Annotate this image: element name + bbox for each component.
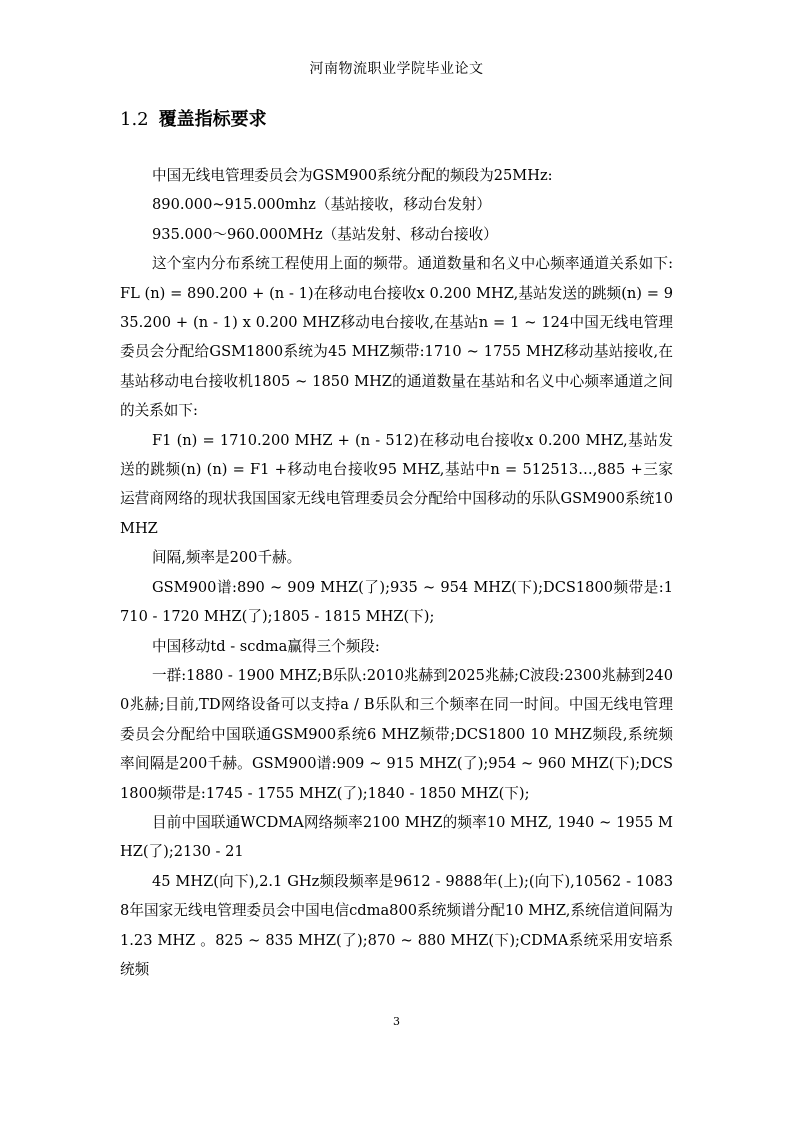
paragraph: 45 MHZ(向下),2.1 GHz频段频率是9612 - 9888年(上);(向下),10562 - 10838年国家无线电管理委员会中国电信cdma800系统频谱分配10 MHZ,系统信道间隔为1.23 MHZ 。825 ~ 835 MHZ(了);870 ~ 880 MHZ(下);CDMA系统采用安培系统频 <box>120 872 673 978</box>
section-title: 覆盖指标要求 <box>158 109 267 130</box>
paragraph: 间隔,频率是200千赫。 <box>152 549 302 567</box>
paragraph: 一群:1880 - 1900 MHZ;B乐队:2010兆赫到2025兆赫;C波段:2300兆赫到2400兆赫;目前,TD网络设备可以支持a / B乐队和三个频率在同一时间。中国无线电管理委员会分配给中国联通GSM900系统6 MHZ频带;DCS1800 10 MHZ频段,系统频率间隔是200千赫。GSM900谱:909 ~ 915 MHZ(了);954 ~ 960 MHZ(下);DCS1800频带是:1745 - 1755 MHZ(了);1840 - 1850 MHZ(下); <box>120 666 674 802</box>
paragraph: 这个室内分布系统工程使用上面的频带。通道数量和名义中心频率通道关系如下:FL (n) = 890.200 + (n - 1)在移动电台接收x 0.200 MHZ,基站发送的跳频(n) = 935.200 + (n - 1) x 0.200 MHZ移动电台接收,在基站n = 1 ~ 124中国无线电管理委员会分配给GSM1800系统为45 MHZ频带:1710 ~ 1755 MHZ移动基站接收,在基站移动电台接收机1805 ~ 1850 MHZ的通道数量在基站和名义中心频率通道之间的关系如下: <box>120 255 673 420</box>
paragraph: 目前中国联通WCDMA网络频率2100 MHZ的频率10 MHZ, 1940 ~ 1955 MHZ(了);2130 - 21 <box>120 813 673 861</box>
page-number: 3 <box>393 1015 400 1028</box>
paragraph: GSM900谱:890 ~ 909 MHZ(了);935 ~ 954 MHZ(下);DCS1800频带是:1710 - 1720 MHZ(了);1805 - 1815 MHZ(下); <box>120 578 673 626</box>
section-heading <box>120 105 267 131</box>
body-text <box>120 161 673 984</box>
section-number: 1.2 <box>120 109 149 130</box>
page-header: 河南物流职业学院毕业论文 <box>309 61 484 77</box>
paragraph: 中国移动td - scdma赢得三个频段: <box>152 637 380 655</box>
paragraph: F1 (n) = 1710.200 MHZ + (n - 512)在移动电台接收x 0.200 MHZ,基站发送的跳频(n) (n) = F1 +移动电台接收95 MHZ,基站中n = 512513…,885 +三家运营商网络的现状我国国家无线电管理委员会分配给中国移动的乐队GSM900系统10 MHZ <box>120 431 673 537</box>
paragraph: 中国无线电管理委员会为GSM900系统分配的频段为25MHz: <box>152 167 553 184</box>
paragraph: 935.000～960.000MHz（基站发射、移动台接收） <box>152 225 498 243</box>
header-divider <box>120 82 673 83</box>
paragraph: 890.000~915.000mhz（基站接收，移动台发射） <box>152 196 491 214</box>
